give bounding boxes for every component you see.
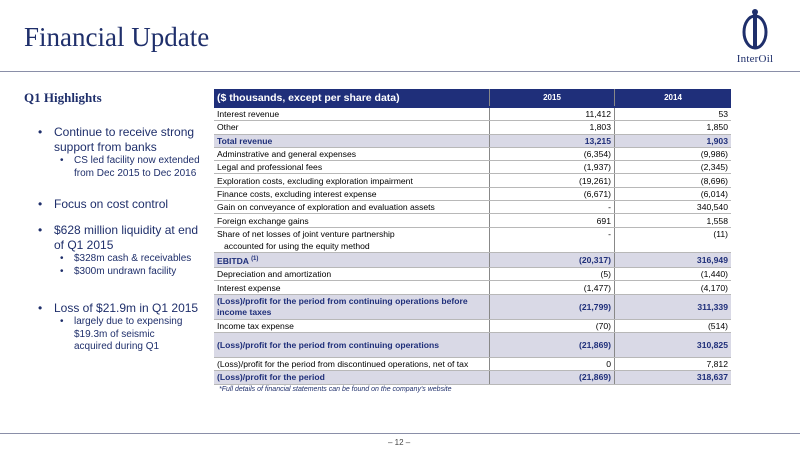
row-2015: - bbox=[490, 227, 615, 240]
table-row bbox=[214, 227, 731, 240]
row-label: Other bbox=[214, 121, 490, 134]
table-row bbox=[214, 281, 731, 294]
table-row bbox=[214, 187, 731, 200]
subbullet-seismic-line2: $19.3m of seismic bbox=[74, 328, 155, 340]
row-label: (Loss)/profit for the period from continuing operations bbox=[214, 333, 490, 358]
row-2014: (11) bbox=[615, 227, 732, 240]
header-2015: 2015 bbox=[490, 89, 615, 107]
footer-divider bbox=[0, 433, 800, 434]
row-2015 bbox=[490, 240, 615, 253]
row-2015: 13,215 bbox=[490, 134, 615, 147]
subbullet-cash: • $328m cash & receivables bbox=[24, 253, 209, 266]
table-row bbox=[214, 319, 731, 332]
table-row-ebitda bbox=[214, 253, 731, 268]
ebitda-label: EBITDA bbox=[217, 256, 249, 267]
row-label-line2: income taxes bbox=[217, 306, 272, 317]
row-2014: 316,949 bbox=[615, 253, 732, 268]
table-row bbox=[214, 268, 731, 281]
row-2014: (6,014) bbox=[615, 187, 732, 200]
ebitda-footnote-marker: (1) bbox=[251, 256, 259, 263]
row-2015: (6,354) bbox=[490, 147, 615, 160]
page-number: – 12 – bbox=[388, 438, 411, 447]
row-2015: 11,412 bbox=[490, 107, 615, 121]
table-row-loss-continuing bbox=[214, 333, 731, 358]
slide-title: Financial Update bbox=[24, 22, 210, 52]
row-label: (Loss)/profit for the period bbox=[214, 371, 490, 384]
row-label: Total revenue bbox=[214, 134, 490, 147]
row-label bbox=[214, 294, 490, 319]
row-label: Foreign exchange gains bbox=[214, 214, 490, 227]
row-label: Share of net losses of joint venture partnership bbox=[217, 228, 395, 239]
row-2014: 310,825 bbox=[615, 333, 732, 358]
subbullet-seismic-line3: acquired during Q1 bbox=[74, 341, 160, 352]
row-2014: 1,850 bbox=[615, 121, 732, 134]
row-2014: (8,696) bbox=[615, 174, 732, 187]
row-label: Interest revenue bbox=[214, 107, 490, 121]
row-label-line1: (Loss)/profit for the period from continuing operations before bbox=[217, 295, 468, 306]
table-row bbox=[214, 161, 731, 174]
row-2015: (20,317) bbox=[490, 253, 615, 268]
bullet-cost-control: • Focus on cost control bbox=[24, 197, 209, 212]
table-row bbox=[214, 201, 731, 214]
table-row bbox=[214, 358, 731, 371]
row-label: (Loss)/profit for the period from discontinued operations, net of tax bbox=[214, 358, 490, 371]
header-divider bbox=[0, 71, 800, 72]
row-label: Interest expense bbox=[214, 281, 490, 294]
highlights-panel bbox=[24, 90, 209, 354]
row-2015: (1,477) bbox=[490, 281, 615, 294]
row-2015: (6,671) bbox=[490, 187, 615, 200]
header-2014: 2014 bbox=[615, 89, 732, 107]
row-2015: - bbox=[490, 201, 615, 214]
row-2014: 1,558 bbox=[615, 214, 732, 227]
row-2015: (21,869) bbox=[490, 333, 615, 358]
row-label: Gain on conveyance of exploration and evaluation assets bbox=[214, 201, 490, 214]
row-2014: (9,986) bbox=[615, 147, 732, 160]
row-label: Legal and professional fees bbox=[214, 161, 490, 174]
logo-text: InterOil bbox=[736, 53, 774, 65]
row-2015: (21,869) bbox=[490, 371, 615, 384]
row-label bbox=[214, 253, 490, 268]
row-2015: 0 bbox=[490, 358, 615, 371]
row-2015: (5) bbox=[490, 268, 615, 281]
table-row bbox=[214, 121, 731, 134]
highlights-heading: Q1 Highlights bbox=[24, 90, 102, 105]
table-row bbox=[214, 147, 731, 160]
row-2015: 691 bbox=[490, 214, 615, 227]
row-2014: 1,903 bbox=[615, 134, 732, 147]
financial-table bbox=[214, 89, 731, 385]
row-2015: (1,937) bbox=[490, 161, 615, 174]
table-row bbox=[214, 107, 731, 121]
row-label: Depreciation and amortization bbox=[214, 268, 490, 281]
row-2014: 7,812 bbox=[615, 358, 732, 371]
subbullet-seismic: • largely due to expensing bbox=[24, 316, 209, 329]
bullet-bank-support: • Continue to receive strong support from banks bbox=[24, 125, 209, 155]
row-2015: (21,799) bbox=[490, 294, 615, 319]
table-row bbox=[214, 214, 731, 227]
subbullet-cs-facility: • CS led facility now extended from Dec 2015 to Dec 2016 bbox=[24, 155, 209, 180]
row-label: accounted for using the equity method bbox=[214, 240, 490, 253]
table-header-row bbox=[214, 89, 731, 107]
row-2014 bbox=[615, 240, 732, 253]
row-label: Finance costs, excluding interest expense bbox=[214, 187, 490, 200]
table-footnote: *Full details of financial statements can be found on the company's website bbox=[219, 386, 452, 393]
subbullet-undrawn: • $300m undrawn facility bbox=[24, 266, 209, 279]
table-row-loss-period bbox=[214, 371, 731, 384]
row-2015: (70) bbox=[490, 319, 615, 332]
row-2014: 318,637 bbox=[615, 371, 732, 384]
bullet-liquidity: • $628 million liquidity at end of Q1 2015 bbox=[24, 223, 209, 253]
row-2014: 340,540 bbox=[615, 201, 732, 214]
row-2014: 53 bbox=[615, 107, 732, 121]
row-label: Adminstrative and general expenses bbox=[214, 147, 490, 160]
row-2014: (2,345) bbox=[615, 161, 732, 174]
row-2014: (514) bbox=[615, 319, 732, 332]
row-2014: (1,440) bbox=[615, 268, 732, 281]
table-row-total-revenue bbox=[214, 134, 731, 147]
table-row bbox=[214, 174, 731, 187]
header-label: ($ thousands, except per share data) bbox=[214, 89, 490, 107]
row-label: Income tax expense bbox=[214, 319, 490, 332]
interoil-logo bbox=[720, 8, 790, 70]
row-2014: (4,170) bbox=[615, 281, 732, 294]
interoil-logo-icon bbox=[740, 8, 770, 52]
bullet-loss: • Loss of $21.9m in Q1 2015 bbox=[24, 301, 209, 316]
table-row bbox=[214, 240, 731, 253]
row-2014: 311,339 bbox=[615, 294, 732, 319]
row-2015: (19,261) bbox=[490, 174, 615, 187]
row-label: Exploration costs, excluding exploration impairment bbox=[214, 174, 490, 187]
row-2015: 1,803 bbox=[490, 121, 615, 134]
table-row-loss-before-tax bbox=[214, 294, 731, 319]
